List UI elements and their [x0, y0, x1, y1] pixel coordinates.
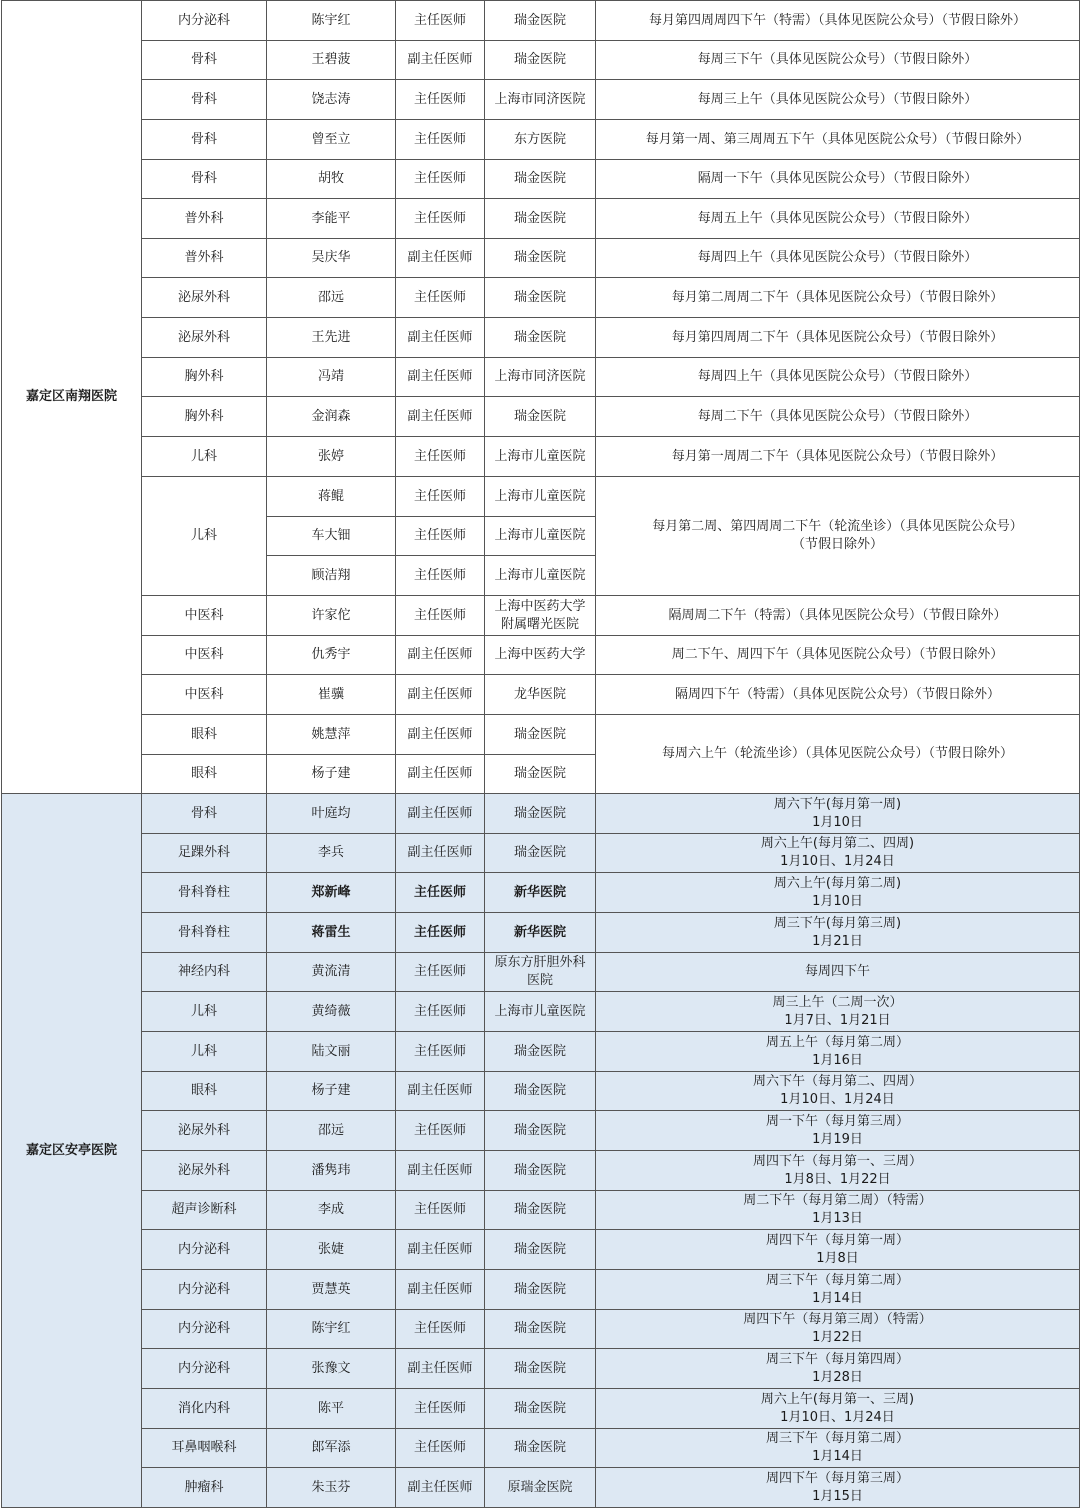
source-hospital: 瑞金医院	[485, 1191, 596, 1230]
source-hospital: 瑞金医院	[485, 1349, 596, 1389]
department: 内分泌科	[142, 1, 267, 41]
table-row	[2, 41, 1080, 80]
table-row	[2, 1270, 1080, 1310]
table-row	[2, 873, 1080, 913]
doctor-name: 陈宇红	[267, 1310, 396, 1349]
doctor-title: 副主任医师	[396, 1349, 485, 1389]
doctor-name: 贾慧英	[267, 1270, 396, 1310]
clinic-time: 每周三下午（具体见医院公众号）（节假日除外）	[596, 41, 1080, 80]
source-hospital: 瑞金医院	[485, 1072, 596, 1111]
source-hospital: 瑞金医院	[485, 1151, 596, 1191]
clinic-time: 周一下午（每月第三周） 1月19日	[596, 1111, 1080, 1151]
doctor-name: 邵远	[267, 1111, 396, 1151]
department: 骨科	[142, 160, 267, 199]
table-row	[2, 278, 1080, 318]
clinic-time: 周四下午（每月第一周） 1月8日	[596, 1230, 1080, 1270]
clinic-time: 每周六上午（轮流坐诊）（具体见医院公众号）（节假日除外）	[596, 715, 1080, 794]
clinic-time: 隔周周二下午（特需）（具体见医院公众号）（节假日除外）	[596, 596, 1080, 636]
doctor-name: 李能平	[267, 199, 396, 239]
source-hospital: 上海市同济医院	[485, 80, 596, 120]
doctor-title: 主任医师	[396, 199, 485, 239]
doctor-title: 主任医师	[396, 278, 485, 318]
doctor-name: 郎军添	[267, 1429, 396, 1468]
source-hospital: 瑞金医院	[485, 239, 596, 278]
table-row	[2, 992, 1080, 1032]
department: 中医科	[142, 596, 267, 636]
clinic-time: 周三下午(每月第三周) 1月21日	[596, 913, 1080, 953]
department: 消化内科	[142, 1389, 267, 1429]
schedule-table	[1, 0, 1080, 1508]
department: 胸外科	[142, 358, 267, 397]
doctor-title: 主任医师	[396, 1429, 485, 1468]
doctor-name: 陆文丽	[267, 1032, 396, 1072]
clinic-time: 每月第二周周二下午（具体见医院公众号）（节假日除外）	[596, 278, 1080, 318]
doctor-name: 邵远	[267, 278, 396, 318]
clinic-time: 周三下午（每月第二周） 1月14日	[596, 1270, 1080, 1310]
department: 超声诊断科	[142, 1191, 267, 1230]
source-hospital: 上海市儿童医院	[485, 517, 596, 556]
department: 儿科	[142, 1032, 267, 1072]
doctor-title: 副主任医师	[396, 397, 485, 437]
doctor-name: 李兵	[267, 834, 396, 873]
clinic-time: 隔周四下午（特需）（具体见医院公众号）（节假日除外）	[596, 675, 1080, 715]
table-row	[2, 715, 1080, 755]
doctor-name: 张豫文	[267, 1349, 396, 1389]
doctor-name: 冯靖	[267, 358, 396, 397]
clinic-time: 周六上午(每月第二、四周) 1月10日、1月24日	[596, 834, 1080, 873]
clinic-time: 每月第二周、第四周周二下午（轮流坐诊）（具体见医院公众号） （节假日除外）	[596, 477, 1080, 596]
clinic-time: 周五上午（每月第二周） 1月16日	[596, 1032, 1080, 1072]
table-row	[2, 437, 1080, 477]
table-row	[2, 1191, 1080, 1230]
source-hospital: 上海市儿童医院	[485, 437, 596, 477]
table-row	[2, 80, 1080, 120]
doctor-title: 主任医师	[396, 596, 485, 636]
clinic-time: 周六上午(每月第二周) 1月10日	[596, 873, 1080, 913]
source-hospital: 上海中医药大学	[485, 636, 596, 675]
doctor-name: 李成	[267, 1191, 396, 1230]
source-hospital: 瑞金医院	[485, 199, 596, 239]
source-hospital: 瑞金医院	[485, 1111, 596, 1151]
doctor-name: 姚慧萍	[267, 715, 396, 755]
source-hospital: 上海市儿童医院	[485, 556, 596, 596]
table-row	[2, 794, 1080, 834]
source-hospital: 瑞金医院	[485, 834, 596, 873]
clinic-time: 周三上午（二周一次） 1月7日、1月21日	[596, 992, 1080, 1032]
doctor-title: 主任医师	[396, 913, 485, 953]
doctor-title: 主任医师	[396, 120, 485, 160]
clinic-time: 隔周一下午（具体见医院公众号）（节假日除外）	[596, 160, 1080, 199]
table-row	[2, 160, 1080, 199]
doctor-title: 副主任医师	[396, 318, 485, 358]
table-row	[2, 953, 1080, 992]
table-row	[2, 199, 1080, 239]
clinic-time: 周四下午（每月第一、三周） 1月8日、1月22日	[596, 1151, 1080, 1191]
source-hospital: 瑞金医院	[485, 1310, 596, 1349]
source-hospital: 上海市同济医院	[485, 358, 596, 397]
table-row	[2, 1032, 1080, 1072]
doctor-title: 副主任医师	[396, 834, 485, 873]
doctor-title: 主任医师	[396, 160, 485, 199]
table-row	[2, 1111, 1080, 1151]
clinic-time: 每周二下午（具体见医院公众号）（节假日除外）	[596, 397, 1080, 437]
department: 中医科	[142, 675, 267, 715]
department: 骨科	[142, 41, 267, 80]
table-row	[2, 318, 1080, 358]
table-row	[2, 636, 1080, 675]
department: 足踝外科	[142, 834, 267, 873]
source-hospital: 新华医院	[485, 913, 596, 953]
table-row	[2, 1151, 1080, 1191]
source-hospital: 新华医院	[485, 873, 596, 913]
source-hospital: 瑞金医院	[485, 278, 596, 318]
doctor-name: 张婷	[267, 437, 396, 477]
doctor-title: 主任医师	[396, 992, 485, 1032]
department: 眼科	[142, 1072, 267, 1111]
department: 骨科脊柱	[142, 913, 267, 953]
doctor-name: 金润森	[267, 397, 396, 437]
doctor-name: 黄流清	[267, 953, 396, 992]
table-row	[2, 1, 1080, 41]
doctor-title: 主任医师	[396, 556, 485, 596]
clinic-time: 周四下午（每月第三周）（特需） 1月22日	[596, 1310, 1080, 1349]
department: 儿科	[142, 477, 267, 596]
doctor-title: 主任医师	[396, 1, 485, 41]
table-row	[2, 913, 1080, 953]
source-hospital: 上海市儿童医院	[485, 477, 596, 517]
doctor-title: 副主任医师	[396, 715, 485, 755]
source-hospital: 瑞金医院	[485, 1230, 596, 1270]
department: 泌尿外科	[142, 278, 267, 318]
department: 泌尿外科	[142, 318, 267, 358]
doctor-name: 蒋鲲	[267, 477, 396, 517]
clinic-time: 周三下午（每月第二周） 1月14日	[596, 1429, 1080, 1468]
clinic-time: 周二下午（每月第二周）（特需） 1月13日	[596, 1191, 1080, 1230]
schedule-body	[2, 1, 1080, 1508]
source-hospital: 龙华医院	[485, 675, 596, 715]
department: 儿科	[142, 992, 267, 1032]
doctor-title: 副主任医师	[396, 794, 485, 834]
department: 内分泌科	[142, 1310, 267, 1349]
table-row	[2, 596, 1080, 636]
source-hospital: 原瑞金医院	[485, 1468, 596, 1508]
table-row	[2, 1072, 1080, 1111]
doctor-name: 胡牧	[267, 160, 396, 199]
clinic-time: 周二下午、周四下午（具体见医院公众号）（节假日除外）	[596, 636, 1080, 675]
source-hospital: 原东方肝胆外科 医院	[485, 953, 596, 992]
clinic-time: 每月第一周、第三周周五下午（具体见医院公众号）（节假日除外）	[596, 120, 1080, 160]
source-hospital: 上海中医药大学 附属曙光医院	[485, 596, 596, 636]
source-hospital: 瑞金医院	[485, 1429, 596, 1468]
doctor-name: 张婕	[267, 1230, 396, 1270]
doctor-name: 蒋雷生	[267, 913, 396, 953]
source-hospital: 瑞金医院	[485, 41, 596, 80]
department: 普外科	[142, 199, 267, 239]
clinic-time: 每月第一周周二下午（具体见医院公众号）（节假日除外）	[596, 437, 1080, 477]
clinic-time: 周六上午(每月第一、三周) 1月10日、1月24日	[596, 1389, 1080, 1429]
doctor-title: 副主任医师	[396, 1230, 485, 1270]
department: 神经内科	[142, 953, 267, 992]
table-row	[2, 239, 1080, 278]
doctor-name: 黄绮薇	[267, 992, 396, 1032]
source-hospital: 上海市儿童医院	[485, 992, 596, 1032]
doctor-title: 主任医师	[396, 953, 485, 992]
doctor-name: 朱玉芬	[267, 1468, 396, 1508]
doctor-title: 副主任医师	[396, 1072, 485, 1111]
table-row	[2, 1230, 1080, 1270]
doctor-name: 叶庭均	[267, 794, 396, 834]
doctor-title: 主任医师	[396, 437, 485, 477]
table-row	[2, 1310, 1080, 1349]
doctor-title: 主任医师	[396, 517, 485, 556]
doctor-name: 吴庆华	[267, 239, 396, 278]
department: 骨科	[142, 794, 267, 834]
doctor-name: 陈平	[267, 1389, 396, 1429]
table-row	[2, 1389, 1080, 1429]
table-row	[2, 120, 1080, 160]
doctor-title: 主任医师	[396, 1111, 485, 1151]
table-row	[2, 1429, 1080, 1468]
table-row	[2, 1468, 1080, 1508]
department: 骨科脊柱	[142, 873, 267, 913]
doctor-title: 副主任医师	[396, 675, 485, 715]
department: 泌尿外科	[142, 1111, 267, 1151]
doctor-title: 副主任医师	[396, 1270, 485, 1310]
clinic-time: 周六下午(每月第一周) 1月10日	[596, 794, 1080, 834]
clinic-time: 每周三上午（具体见医院公众号）（节假日除外）	[596, 80, 1080, 120]
source-hospital: 瑞金医院	[485, 794, 596, 834]
doctor-title: 主任医师	[396, 80, 485, 120]
table-row	[2, 477, 1080, 517]
department: 儿科	[142, 437, 267, 477]
doctor-name: 杨子建	[267, 1072, 396, 1111]
clinic-time: 每周四上午（具体见医院公众号）（节假日除外）	[596, 239, 1080, 278]
doctor-name: 崔骥	[267, 675, 396, 715]
department: 眼科	[142, 755, 267, 794]
doctor-name: 王碧菠	[267, 41, 396, 80]
doctor-name: 顾洁翔	[267, 556, 396, 596]
department: 泌尿外科	[142, 1151, 267, 1191]
clinic-time: 每周四下午	[596, 953, 1080, 992]
department: 肿瘤科	[142, 1468, 267, 1508]
doctor-name: 曾至立	[267, 120, 396, 160]
doctor-title: 主任医师	[396, 477, 485, 517]
department: 内分泌科	[142, 1270, 267, 1310]
doctor-name: 郑新峰	[267, 873, 396, 913]
table-row	[2, 397, 1080, 437]
department: 中医科	[142, 636, 267, 675]
doctor-title: 主任医师	[396, 1032, 485, 1072]
doctor-name: 饶志涛	[267, 80, 396, 120]
doctor-title: 副主任医师	[396, 1468, 485, 1508]
doctor-title: 副主任医师	[396, 358, 485, 397]
source-hospital: 瑞金医院	[485, 397, 596, 437]
doctor-name: 王先进	[267, 318, 396, 358]
department: 胸外科	[142, 397, 267, 437]
clinic-time: 每周五上午（具体见医院公众号）（节假日除外）	[596, 199, 1080, 239]
source-hospital: 瑞金医院	[485, 715, 596, 755]
doctor-title: 主任医师	[396, 1191, 485, 1230]
source-hospital: 瑞金医院	[485, 318, 596, 358]
department: 内分泌科	[142, 1349, 267, 1389]
source-hospital: 瑞金医院	[485, 1389, 596, 1429]
doctor-title: 副主任医师	[396, 755, 485, 794]
clinic-time: 周三下午（每月第四周） 1月28日	[596, 1349, 1080, 1389]
department: 内分泌科	[142, 1230, 267, 1270]
table-row	[2, 358, 1080, 397]
clinic-time: 周四下午（每月第三周） 1月15日	[596, 1468, 1080, 1508]
source-hospital: 东方医院	[485, 120, 596, 160]
doctor-title: 副主任医师	[396, 239, 485, 278]
clinic-time: 每月第四周周二下午（具体见医院公众号）（节假日除外）	[596, 318, 1080, 358]
table-row	[2, 675, 1080, 715]
source-hospital: 瑞金医院	[485, 1032, 596, 1072]
doctor-name: 仇秀宇	[267, 636, 396, 675]
doctor-name: 潘隽玮	[267, 1151, 396, 1191]
department: 眼科	[142, 715, 267, 755]
doctor-title: 主任医师	[396, 873, 485, 913]
table-row	[2, 834, 1080, 873]
source-hospital: 瑞金医院	[485, 1270, 596, 1310]
doctor-name: 车大钿	[267, 517, 396, 556]
clinic-time: 每月第四周周四下午（特需）（具体见医院公众号）（节假日除外）	[596, 1, 1080, 41]
department: 普外科	[142, 239, 267, 278]
doctor-name: 杨子建	[267, 755, 396, 794]
doctor-name: 许家佗	[267, 596, 396, 636]
department: 骨科	[142, 120, 267, 160]
doctor-title: 副主任医师	[396, 636, 485, 675]
clinic-time: 周六下午（每月第二、四周） 1月10日、1月24日	[596, 1072, 1080, 1111]
table-row	[2, 1349, 1080, 1389]
doctor-title: 主任医师	[396, 1389, 485, 1429]
department: 骨科	[142, 80, 267, 120]
doctor-title: 副主任医师	[396, 41, 485, 80]
doctor-title: 主任医师	[396, 1310, 485, 1349]
hospital-name: 嘉定区南翔医院	[2, 1, 142, 794]
source-hospital: 瑞金医院	[485, 1, 596, 41]
doctor-name: 陈宇红	[267, 1, 396, 41]
department: 耳鼻咽喉科	[142, 1429, 267, 1468]
source-hospital: 瑞金医院	[485, 755, 596, 794]
clinic-time: 每周四上午（具体见医院公众号）（节假日除外）	[596, 358, 1080, 397]
hospital-name: 嘉定区安亭医院	[2, 794, 142, 1508]
doctor-title: 副主任医师	[396, 1151, 485, 1191]
source-hospital: 瑞金医院	[485, 160, 596, 199]
